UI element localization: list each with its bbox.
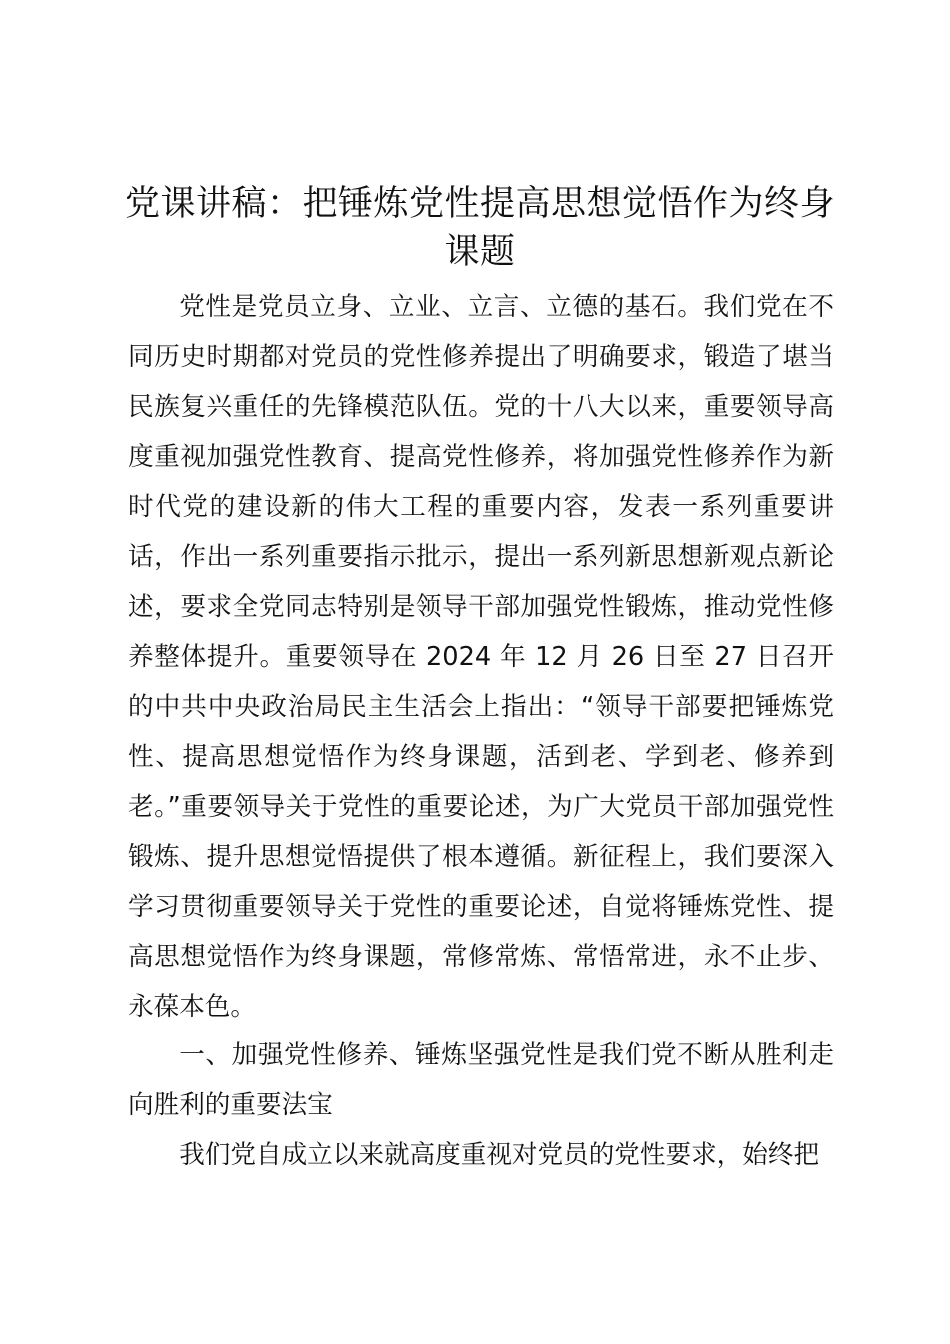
document-title: 党课讲稿：把锤炼党性提高思想觉悟作为终身课题: [124, 184, 835, 272]
section-heading-1: 一、加强党性修养、锤炼坚强党性是我们党不断从胜利走向胜利的重要法宝: [128, 1040, 834, 1120]
body-paragraph-intro: 党性是党员立身、立业、立言、立德的基石。我们党在不同历史时期都对党员的党性修养提出了明确要求，锻造了堪当民族复兴重任的先锋模范队伍。党的十八大以来，重要领导高度重视加强党性教育、提高党性修养，将加强党性修养作为新时代党的建设新的伟大工程的重要内容，发表一系列重要讲话，作出一系列重要指示批示，提出一系列新思想新观点新论述，要求全党同志特别是领导干部加强党性锻炼，推动党性修养整体提升。重要领导在 2024 年 12 月 26 日至 27 日召开的中共中央政治局民主生活会上指出：“领导干部要把锤炼党性、提高思想觉悟作为终身课题，活到老、学到老、修养到老。”重要领导关于党性的重要论述，为广大党员干部加强党性锻炼、提升思想觉悟提供了根本遵循。新征程上，我们要深入学习贯彻重要领导关于党性的重要论述，自觉将锤炼党性、提高思想觉悟作为终身课题，常修常炼、常悟常进，永不止步、永葆本色。: [128, 292, 834, 1022]
body-paragraph-section-1: 我们党自成立以来就高度重视对党员的党性要求，始终把: [179, 1140, 820, 1170]
